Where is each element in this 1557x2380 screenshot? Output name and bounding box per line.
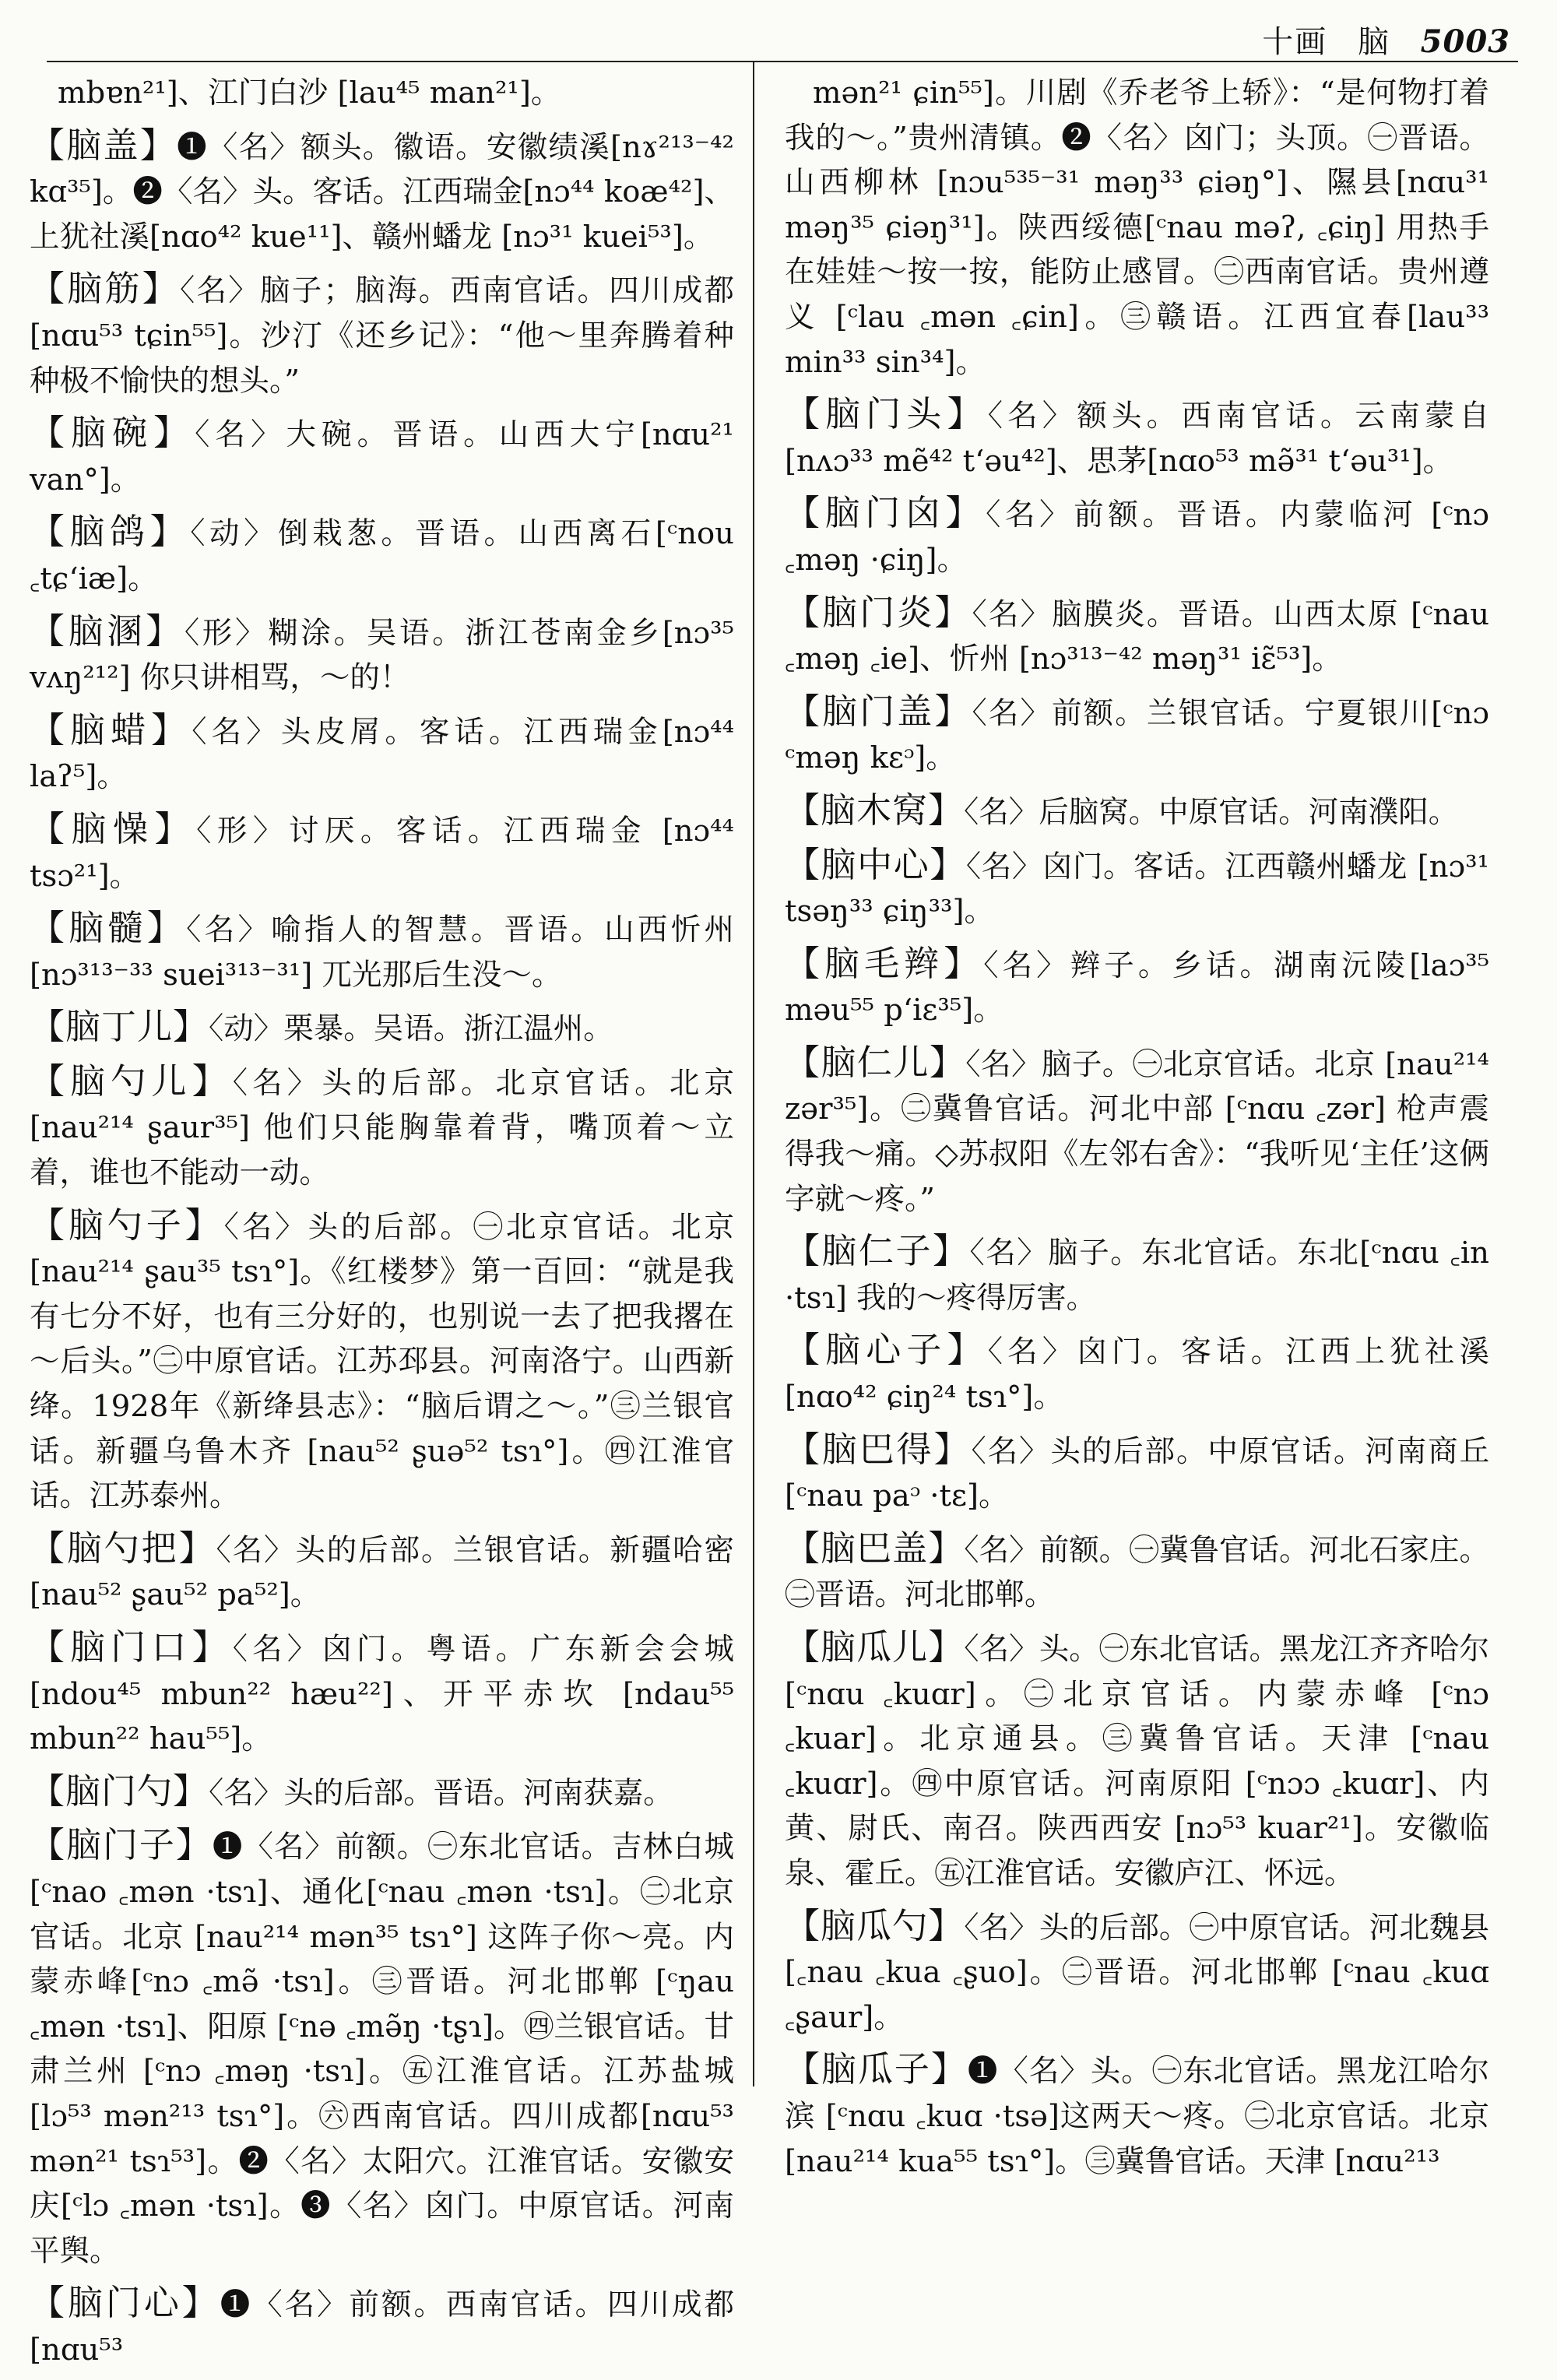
dictionary-entry (785, 392, 1489, 483)
dictionary-entry (30, 123, 734, 260)
entry-headword: 【脑木窝】 (785, 789, 965, 831)
dictionary-entry (30, 609, 734, 701)
entry-headword: 【脑勺儿】 (30, 1060, 233, 1102)
dictionary-entry (785, 1229, 1489, 1320)
dictionary-entry (30, 2280, 734, 2372)
entry-headword: 【脑门囟】 (785, 492, 986, 534)
dictionary-entry (785, 842, 1489, 934)
entry-definition: 〈名〉大碗。晋语。山西大宁[nɑu²¹ van°]。 (30, 417, 734, 497)
entry-definition: 〈名〉头皮屑。客话。江西瑞金[nɔ⁴⁴ laʔ⁵]。 (30, 714, 734, 795)
entry-definition: 〈名〉头的后部。㊀北京官话。北京 [nau²¹⁴ ʂau³⁵ tsɿ°]。《红楼梦》第一百回：“就是我有七分不好，也有三分好的，也别说一去了把我撂在～后头。”㊁中原官话。江苏邳县。河南洛宁。山西新绛。1928年《新绛县志》：“脑后谓之～。”㊂兰银官话。新疆乌鲁木齐 [nau⁵² ʂuə⁵² tsɿ°]。㊃江淮官话。江苏泰州。 (30, 1209, 734, 1514)
entry-definition: 〈名〉头的后部。㊀中原官话。河北魏县 [꜀nau ꜀kua ꜀ʂuo]。㊁晋语。河北邯郸 [ᶜnau ꜀kuɑ ꜀ʂaur]。 (785, 1910, 1489, 2035)
dictionary-entry (785, 490, 1489, 582)
dictionary-entry (30, 266, 734, 403)
dictionary-entry (785, 69, 1489, 385)
dictionary-entry (30, 1059, 734, 1196)
entry-headword: 【脑懆】 (30, 807, 197, 849)
entry-headword: 【脑门子】 (30, 1824, 213, 1866)
entry-definition: 〈动〉栗暴。吴语。浙江温州。 (209, 1011, 613, 1047)
page-number: 5003 (1420, 23, 1510, 60)
entry-headword: 【脑勺子】 (30, 1204, 224, 1246)
entry-headword: 【脑蜡】 (30, 708, 192, 751)
entry-definition: 〈名〉脑膜炎。晋语。山西太原 [ᶜnau ꜀məŋ ꜀ie]、忻州 [nɔ³¹³⁻⁴² məŋ³¹ iɛ̃⁵³]。 (785, 596, 1489, 677)
entry-headword: 【脑筋】 (30, 268, 180, 310)
entry-headword: 【脑心子】 (785, 1329, 988, 1371)
dictionary-entry (30, 807, 734, 898)
entry-definition: ❶〈名〉前额。西南官话。四川成都[nɑu⁵³ (30, 2287, 734, 2368)
right-column (785, 69, 1489, 2191)
entry-headword: 【脑门勺】 (30, 1770, 209, 1812)
dictionary-entry (785, 1040, 1489, 1222)
entry-headword: 【脑碗】 (30, 412, 195, 454)
stroke-count: 十画 (1262, 24, 1328, 60)
dictionary-entry (785, 2047, 1489, 2184)
entry-definition: ❶〈名〉前额。㊀东北官话。吉林白城[ᶜnao ꜀mən ·tsɿ]、通化[ᶜnau ꜀mən ·tsɿ]。㊁北京官话。北京 [nau²¹⁴ mən³⁵ tsɿ°] 这阵子你～亮。内蒙赤峰[ᶜnɔ ꜀mə̃ ·tsɿ]。㊂晋语。河北邯郸 [ᶜŋau ꜀mən ·tsɿ]、阳原 [ᶜnə ꜀mə̃ŋ ·tʂɿ]。㊃兰银官话。甘肃兰州 [ᶜnɔ ꜀məŋ ·tsɿ]。㊄江淮官话。江苏盐城[lɔ⁵³ mən²¹³ tsɿ°]。㊅西南官话。四川成都[nɑu⁵³ mən²¹ tsɿ⁵³]。❷〈名〉太阳穴。江淮官话。安徽安庆[ᶜlɔ ꜀mən ·tsɿ]。❸〈名〉囟门。中原官话。河南平舆。 (30, 1830, 734, 2269)
entry-definition: 〈名〉头。㊀东北官话。黑龙江齐齐哈尔[ᶜnɑu ꜀kuɑr]。㊁北京官话。内蒙赤峰 [ᶜnɔ ꜀kuar]。北京通县。㊂冀鲁官话。天津 [ᶜnau ꜀kuɑr]。㊃中原官话。河南原阳 [ᶜnɔɔ ꜀kuɑr]、内黄、尉氏、南召。陕西西安 [nɔ⁵³ kuar²¹]。安徽临泉、霍丘。㊄江淮官话。安徽庐江、怀远。 (785, 1632, 1489, 1891)
entry-definition: 〈名〉后脑窝。中原官话。河南濮阳。 (964, 794, 1459, 830)
dictionary-entry (30, 410, 734, 502)
entry-definition: 〈名〉头的后部。中原官话。河南商丘[ᶜnau paᵓ ·tɛ]。 (785, 1433, 1489, 1514)
entry-definition: 〈名〉头的后部。晋语。河南获嘉。 (209, 1775, 673, 1811)
entry-headword: 【脑髓】 (30, 907, 187, 949)
entry-headword: 【脑溷】 (30, 610, 185, 652)
dictionary-entry (785, 1625, 1489, 1897)
entry-definition: ❶〈名〉额头。徽语。安徽绩溪[nɤ²¹³⁻⁴² kɑ³⁵]。❷〈名〉头。客话。江西瑞金[nɔ⁴⁴ koæ⁴²]、上犹社溪[nɑo⁴² kue¹¹]、赣州蟠龙 [nɔ³¹ kuei⁵³]。 (30, 129, 734, 255)
dictionary-entry (785, 941, 1489, 1033)
dictionary-entry (785, 1327, 1489, 1419)
dictionary-entry (785, 1904, 1489, 2041)
entry-definition: 〈名〉脑子；脑海。西南官话。四川成都[nɑu⁵³ tɕin⁵⁵]。沙汀《还乡记》：“他～里奔腾着种种极不愉快的想头。” (30, 273, 734, 399)
entry-definition: 〈名〉脑子。东北官话。东北[ᶜnɑu ꜀in ·tsɿ] 我的～疼得厉害。 (785, 1236, 1489, 1316)
entry-definition: 〈形〉讨厌。客话。江西瑞金 [nɔ⁴⁴ tsɔ²¹]。 (30, 813, 734, 894)
dictionary-entry (30, 905, 734, 997)
entry-headword: 【脑门口】 (30, 1626, 233, 1668)
entry-definition: 〈名〉额头。西南官话。云南蒙自 [nʌɔ³³ mẽ⁴² tʻəu⁴²]、思茅[nɑo⁵³ mə̃³¹ tʻəu³¹]。 (785, 399, 1489, 479)
header-rule (47, 61, 1518, 62)
entry-headword: 【脑仁子】 (785, 1230, 970, 1272)
entry-headword: 【脑门头】 (785, 393, 988, 435)
entry-headword: 【脑仁儿】 (785, 1041, 966, 1083)
dictionary-entry (30, 1203, 734, 1519)
entry-definition: 〈名〉囟门。客话。江西赣州蟠龙 [nɔ³¹ tsəŋ³³ ɕiŋ³³]。 (785, 849, 1489, 930)
entry-definition: 〈名〉喻指人的智慧。晋语。山西忻州[nɔ³¹³⁻³³ suei³¹³⁻³¹] 兀光那后生没～。 (30, 912, 734, 993)
entry-headword: 【脑中心】 (785, 843, 966, 885)
entry-definition: 〈形〉糊涂。吴语。浙江苍南金乡[nɔ³⁵ vʌŋ²¹²] 你只讲相骂，～的！ (30, 615, 734, 696)
entry-headword: 【脑瓜儿】 (785, 1626, 965, 1668)
dictionary-entry (785, 788, 1489, 835)
entry-headword: 【脑门心】 (30, 2282, 220, 2324)
entry-headword: 【脑门炎】 (785, 591, 972, 633)
entry-definition: 〈名〉头的后部。北京官话。北京 [nau²¹⁴ ʂaur³⁵] 他们只能胸靠着背，嘴顶着～立着，谁也不能动一动。 (30, 1065, 734, 1191)
dictionary-entry (785, 1526, 1489, 1618)
dictionary-entry (785, 689, 1489, 781)
running-head (1243, 17, 1510, 62)
entry-definition: 〈名〉前额。兰银官话。宁夏银川[ᶜnɔ ᶜməŋ kɛᵓ]。 (785, 695, 1489, 776)
dictionary-entry (30, 509, 734, 601)
dictionary-entry (30, 1526, 734, 1618)
entry-headword: 【脑盖】 (30, 124, 177, 166)
entry-definition: 〈名〉囟门。客话。江西上犹社溪 [nɑo⁴² ɕiŋ²⁴ tsɿ°]。 (785, 1334, 1489, 1415)
entry-definition: 〈名〉脑子。㊀北京官话。北京 [nau²¹⁴ zər³⁵]。㊁冀鲁官话。河北中部 [ᶜnɑu ꜀zər] 枪声震得我～痛。◇苏叔阳《左邻右舍》：“我听见‘主任’这俩字就～疼。” (785, 1046, 1489, 1217)
entry-definition: 〈名〉辫子。乡话。湖南沅陵[laɔ³⁵ məu⁵⁵ pʻiɛ³⁵]。 (785, 947, 1489, 1028)
dictionary-entry (30, 708, 734, 800)
entry-definition: mən²¹ ɕin⁵⁵]。川剧《乔老爷上轿》：“是何物打着我的～。”贵州清镇。❷〈名〉囟门；头顶。㊀晋语。山西柳林 [nɔu⁵³⁵⁻³¹ məŋ³³ ɕiəŋ°]、隰县[nɑu³¹ məŋ³⁵ ɕiəŋ³¹]。陕西绥德[ᶜnau məʔ, ꜀ɕiŋ] 用热手在娃娃～按一按，能防止感冒。㊁西南官话。贵州遵义 [ᶜlau ꜀mən ꜀ɕin]。㊂赣语。江西宜春[lau³³ min³³ sin³⁴]。 (785, 76, 1489, 380)
dictionary-entry (30, 1625, 734, 1762)
entry-definition: 〈名〉头的后部。兰银官话。新疆哈密[nau⁵² ʂau⁵² pa⁵²]。 (30, 1532, 734, 1613)
column-rule (753, 62, 754, 2086)
entry-headword: 【脑巴盖】 (785, 1527, 965, 1569)
entry-definition: 〈名〉前额。㊀冀鲁官话。河北石家庄。㊁晋语。河北邯郸。 (785, 1532, 1489, 1613)
entry-definition: 〈名〉前额。晋语。内蒙临河 [ᶜnɔ ꜀məŋ ·ɕiŋ]。 (785, 497, 1489, 578)
dictionary-entry (30, 69, 734, 116)
dictionary-entry (30, 1004, 734, 1052)
entry-headword: 【脑门盖】 (785, 690, 972, 732)
entry-definition: 〈名〉囟门。粤语。广东新会会城 [ndou⁴⁵ mbun²² hæu²²]、开平赤坎 [ndau⁵⁵ mbun²² hau⁵⁵]。 (30, 1632, 734, 1757)
entry-definition: 〈动〉倒栽葱。晋语。山西离石[ᶜnou ꜀tɕʻiæ]。 (30, 516, 734, 596)
dictionary-entry (30, 1769, 734, 1816)
entry-definition: mbɐn²¹]、江门白沙 [lau⁴⁵ man²¹]。 (58, 76, 561, 111)
dictionary-entry (30, 1823, 734, 2273)
entry-headword: 【脑瓜勺】 (785, 1904, 965, 1946)
entry-definition: ❶〈名〉头。㊀东北官话。黑龙江哈尔滨 [ᶜnɑu ꜀kuɑ ·tsə]这两天～疼。㊁北京官话。北京 [nau²¹⁴ kua⁵⁵ tsɿ°]。㊂冀鲁官话。天津 [nɑu²¹³ (785, 2054, 1489, 2179)
entry-headword: 【脑鸽】 (30, 511, 191, 553)
radical: 脑 (1357, 24, 1390, 60)
dictionary-entry (785, 590, 1489, 682)
entry-headword: 【脑巴得】 (785, 1428, 972, 1470)
entry-headword: 【脑毛辫】 (785, 942, 984, 984)
dictionary-entry (785, 1427, 1489, 1519)
entry-headword: 【脑瓜子】 (785, 2048, 968, 2090)
left-column (30, 69, 734, 2380)
entry-headword: 【脑丁儿】 (30, 1006, 209, 1048)
entry-headword: 【脑勺把】 (30, 1527, 216, 1569)
